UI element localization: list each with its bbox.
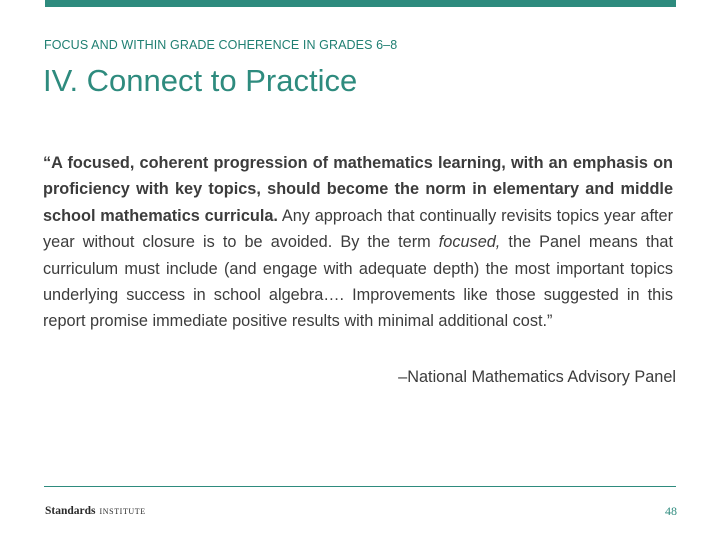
quote-attribution: –National Mathematics Advisory Panel (398, 368, 676, 386)
page-number: 48 (665, 504, 677, 518)
top-accent-bar (45, 0, 676, 7)
quote-text-continued: the Panel means that curriculum must include (and engage with adequate depth) the most important topics underlying success in school algebra…. Improvements like those suggested in this report promise immediate positive results with minimal additional cost.” (43, 233, 673, 331)
logo-sub-text: INSTITUTE (99, 507, 146, 516)
quote-paragraph (43, 150, 673, 335)
logo-main-text: Standards (45, 505, 96, 517)
quote-bold-text: “A focused, coherent progression of mathematics learning, with an emphasis on proficiency with key topics, should become the norm in elementary and middle school mathematics curricula. (43, 154, 673, 225)
quote-text: Any approach that continually revisits topics year after year without closure is to be avoided. By the term (43, 206, 673, 252)
slide-title: IV. Connect to Practice (43, 63, 358, 98)
section-label: FOCUS AND WITHIN GRADE COHERENCE IN GRADES 6–8 (44, 38, 398, 52)
footer-divider (44, 486, 676, 487)
quote-italic-text: focused, (438, 233, 501, 252)
standards-institute-logo (45, 503, 146, 519)
